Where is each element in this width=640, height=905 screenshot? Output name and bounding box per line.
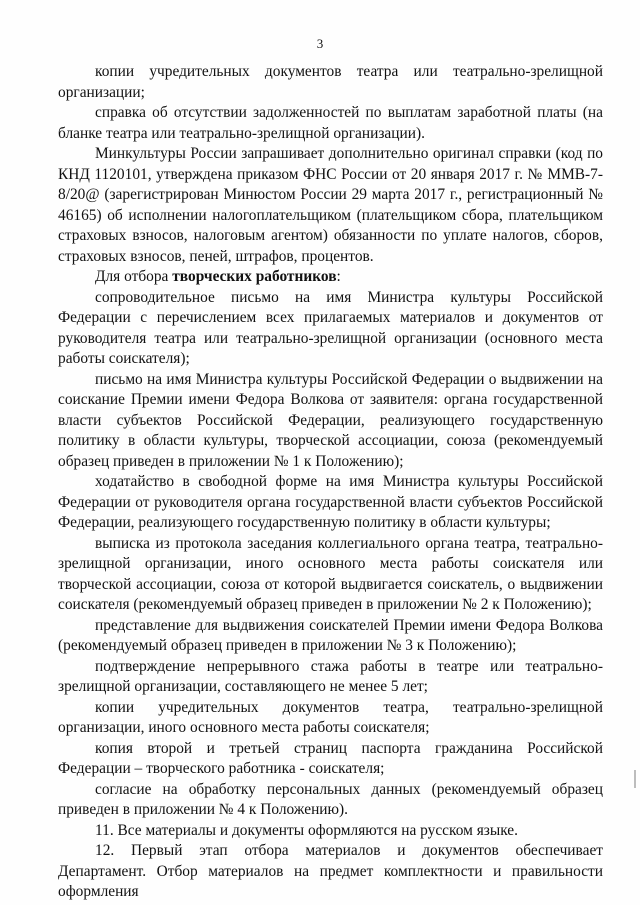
creative-item-consent: согласие на обработку персональных данных (рекомендуемый образец приведен в приложении № 4 к Положению). bbox=[58, 780, 603, 818]
creative-item-experience: подтверждение непрерывного стажа работы в театре или театрально-зрелищной организации, составляющего не менее 5 лет; bbox=[58, 657, 603, 695]
creative-heading-intro: Для отбора bbox=[95, 268, 169, 285]
numbered-item-12: 12. Первый этап отбора материалов и документов обеспечивает Департамент. Отбор материалов на предмет комплектности и правильности оформления bbox=[58, 842, 603, 900]
paragraph-tax-certificate: Минкультуры России запрашивает дополнительно оригинал справки (код по КНД 1120101, утверждена приказом ФНС России от 20 января 2017 г. № ММВ-7-8/20@ (зарегистрирован Минюстом России 29 марта 2017 г., регистрационный № 46165) об исполнении налогоплательщиком (плательщиком сбора, плательщиком страховых взносов, налоговым агентом) обязанности по уплате налогов, сборов, страховых взносов, пеней, штрафов, процентов. bbox=[58, 145, 603, 265]
creative-heading-bold: творческих работников bbox=[172, 268, 337, 285]
creative-item-founding-documents: копии учредительных документов театра, театрально-зрелищной организации, иного основного места работы соискателя; bbox=[58, 698, 603, 736]
creative-item-presentation: представление для выдвижения соискателей Премии имени Федора Волкова (рекомендуемый образец приведен в приложении № 3 к Положению); bbox=[58, 616, 603, 654]
creative-workers-heading bbox=[58, 267, 603, 288]
creative-item-protocol-extract: выписка из протокола заседания коллегиального органа театра, театрально-зрелищной организации, иного основного места работы соискателя или творческой ассоциации, союза от которой выдвигается соискатель, о выдвижении соискателя (рекомендуемый образец приведен в приложении № 2 к Положению); bbox=[58, 534, 603, 613]
document-body bbox=[58, 62, 603, 903]
numbered-item-11: 11. Все материалы и документы оформляются на русском языке. bbox=[95, 821, 518, 839]
creative-item-nomination-letter: письмо на имя Министра культуры Российской Федерации о выдвижении на соискание Премии имени Федора Волкова от заявителя: органа государственной власти субъектов Российской Федерации, реализующего государственную политику в области культуры, творческой ассоциации, союза (рекомендуемый образец приведен в приложении № 1 к Положению); bbox=[58, 370, 603, 470]
paragraph-founding-documents: копии учредительных документов театра или театрально-зрелищной организации; bbox=[58, 63, 603, 101]
creative-item-petition: ходатайство в свободной форме на имя Министра культуры Российской Федерации от руководителя органа государственной власти субъектов Российской Федерации, реализующего государственную политику в области культуры; bbox=[58, 473, 603, 531]
creative-item-cover-letter: сопроводительное письмо на имя Министра культуры Российской Федерации с перечислением всех прилагаемых материалов и документов от руководителя театра или театрально-зрелищной организации (основного места работы соискателя); bbox=[58, 288, 603, 367]
creative-heading-colon: : bbox=[336, 268, 341, 285]
scan-edge-mark bbox=[634, 770, 636, 788]
paragraph-salary-certificate: справка об отсутствии задолженностей по выплатам заработной платы (на бланке театра или театрально-зрелищной организации). bbox=[58, 104, 603, 142]
creative-item-passport: копия второй и третьей страниц паспорта гражданина Российской Федерации – творческого работника - соискателя; bbox=[58, 739, 603, 777]
page-number: 3 bbox=[316, 36, 324, 51]
